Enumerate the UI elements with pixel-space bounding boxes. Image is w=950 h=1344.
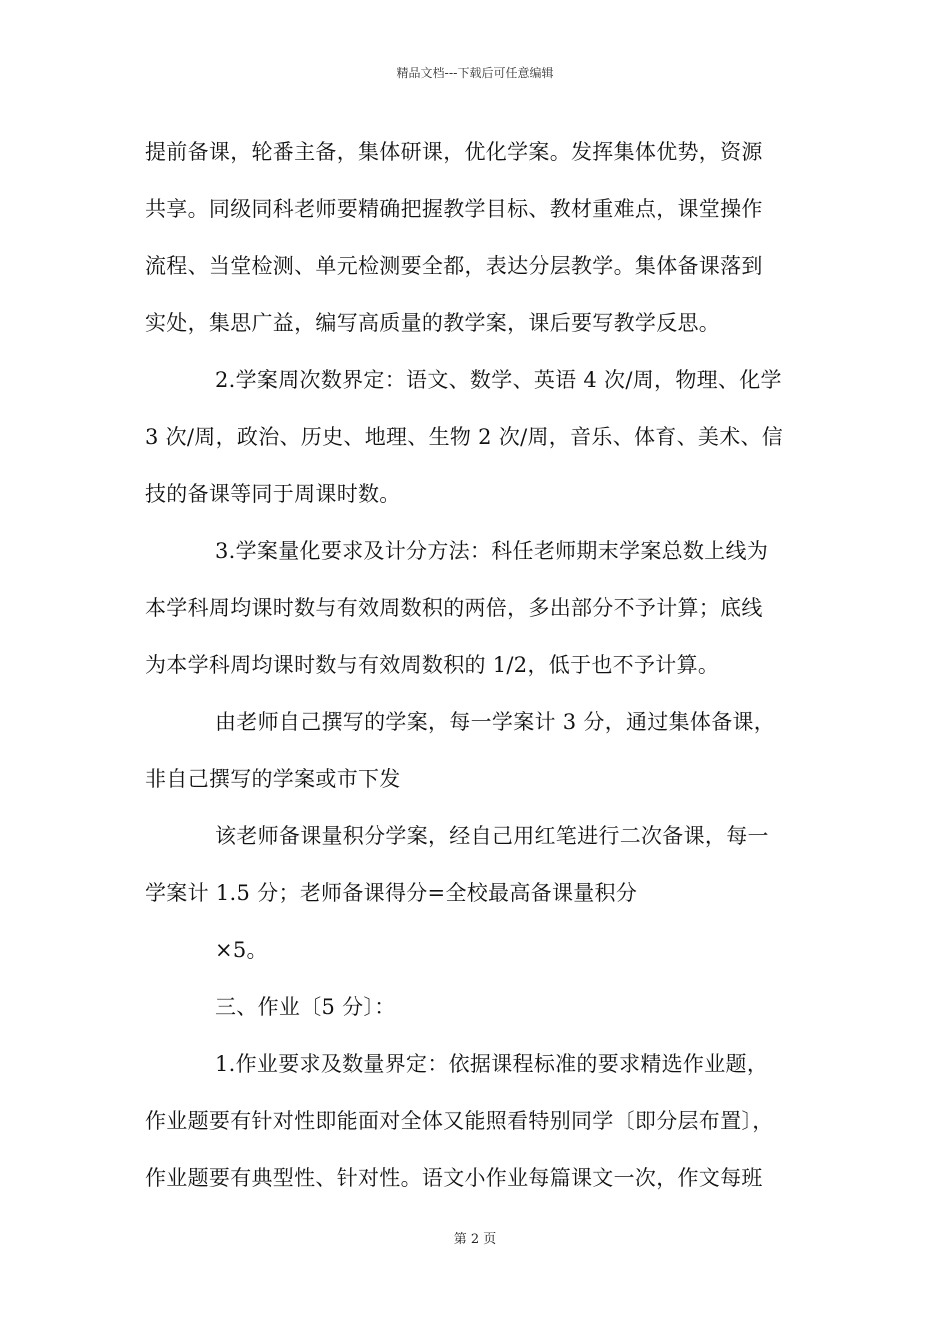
text-line: 提前备课，轮番主备，集体研课，优化学案。发挥集体优势，资源	[145, 140, 763, 164]
paragraph-start-line: ×5。	[215, 938, 268, 962]
text-line: 流程、当堂检测、单元检测要全都，表达分层教学。集体备课落到	[145, 254, 763, 278]
section-heading: 三、作业〔5 分〕：	[215, 995, 396, 1019]
text-line: 技的备课等同于周课时数。	[145, 482, 401, 506]
text-line: 共享。同级同科老师要精确把握教学目标、教材重难点，课堂操作	[145, 197, 763, 221]
text-line: 3 次/周，政治、历史、地理、生物 2 次/周，音乐、体育、美术、信	[145, 425, 784, 449]
paragraph-start-line: 该老师备课量积分学案，经自己用红笔进行二次备课，每一	[215, 824, 769, 848]
paragraph-start-line: 1.作业要求及数量界定：依据课程标准的要求精选作业题，	[215, 1052, 769, 1076]
paragraph-start-line: 由老师自己撰写的学案，每一学案计 3 分，通过集体备课，	[215, 710, 776, 734]
paragraph-start-line: 3.学案量化要求及计分方法：科任老师期末学案总数上线为	[215, 539, 769, 563]
text-line: 实处，集思广益，编写高质量的教学案，课后要写教学反思。	[145, 311, 721, 335]
text-line: 作业题要有针对性即能面对全体又能照看特别同学〔即分层布置〕，	[145, 1109, 774, 1133]
text-line: 作业题要有典型性、针对性。语文小作业每篇课文一次，作文每班	[145, 1166, 763, 1190]
page-header: 精品文档---下载后可任意编辑	[396, 66, 554, 80]
text-line: 本学科周均课时数与有效周数积的两倍，多出部分不予计算；底线	[145, 596, 763, 620]
page-number: 第 2 页	[453, 1232, 497, 1247]
text-line: 非自己撰写的学案或市下发	[145, 767, 401, 791]
text-line: 学案计 1.5 分；老师备课得分=全校最高备课量积分	[145, 881, 638, 905]
paragraph-start-line: 2.学案周次数界定：语文、数学、英语 4 次/周，物理、化学	[215, 368, 782, 392]
text-line: 为本学科周均课时数与有效周数积的 1/2，低于也不予计算。	[145, 653, 720, 677]
document-body	[145, 130, 815, 1213]
